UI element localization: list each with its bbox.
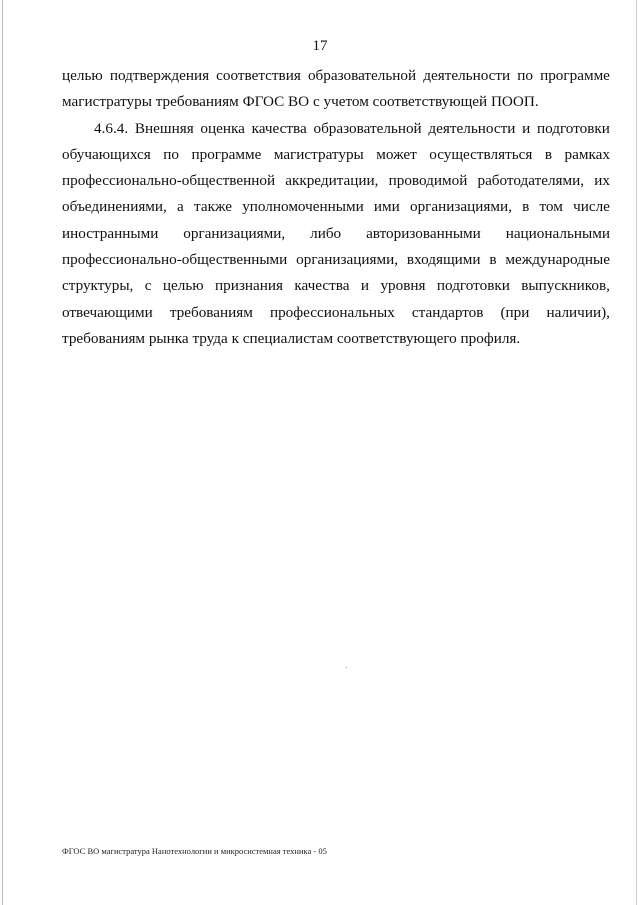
word: Внешняя	[134, 119, 194, 137]
word: профессионально-общественной	[62, 172, 276, 190]
text-line	[62, 63, 610, 89]
word: стандартов	[411, 303, 484, 321]
word: а	[177, 198, 184, 216]
word: авторизованными	[366, 224, 481, 242]
word: образовательной	[307, 67, 417, 84]
word: наличии),	[546, 303, 610, 321]
text-line	[62, 300, 610, 326]
word: отвечающими	[62, 303, 153, 321]
word: деятельности	[428, 119, 516, 137]
word: рамках	[564, 145, 610, 163]
word: иностранными	[62, 224, 159, 242]
word: числе	[573, 198, 610, 216]
word: программе	[540, 67, 610, 84]
text-line	[62, 194, 610, 220]
word: целью	[62, 67, 103, 84]
word: соответствия	[216, 67, 301, 84]
word: том	[539, 198, 563, 216]
word: либо	[310, 224, 342, 242]
page-number: 17	[312, 38, 328, 54]
paragraph	[62, 63, 610, 116]
text-line	[62, 168, 610, 194]
document-body	[62, 63, 610, 352]
word: аккредитации,	[285, 172, 379, 190]
word: структуры,	[62, 277, 134, 295]
word: требованиям	[169, 303, 253, 321]
word: в	[544, 145, 553, 163]
word: ими	[373, 198, 400, 216]
text-line	[62, 247, 610, 273]
word: и	[522, 119, 531, 137]
text-line	[62, 142, 610, 168]
word: проводимой	[388, 172, 468, 190]
word: их	[594, 172, 610, 190]
word: уполномоченными	[242, 198, 364, 216]
scan-speck	[346, 667, 347, 668]
word: 4.6.4.	[94, 119, 129, 137]
word: организациями,	[296, 251, 399, 269]
word: программе	[191, 145, 262, 163]
word: деятельности	[423, 67, 511, 84]
text-line: требованиям рынка труда к специалистам соответствующего профиля.	[62, 329, 521, 347]
word: национальными	[505, 224, 610, 242]
word: подготовки	[436, 277, 510, 295]
word: по	[517, 67, 533, 84]
word: в	[489, 251, 497, 269]
word: признания	[215, 277, 283, 295]
word: обучающихся	[62, 145, 151, 163]
word: целью	[162, 277, 204, 295]
word: работодателями,	[477, 172, 585, 190]
word: и	[360, 277, 370, 295]
word: выпускников,	[521, 277, 610, 295]
word: профессионально-общественными	[62, 251, 288, 269]
word: образовательной	[313, 119, 422, 137]
word: (при	[500, 303, 530, 321]
word: организациями,	[409, 198, 512, 216]
word: с	[144, 277, 152, 295]
word: входящими	[406, 251, 481, 269]
text-line	[62, 273, 610, 299]
word: качества	[251, 119, 307, 137]
scan-edge-left	[2, 0, 3, 905]
word: оценка	[200, 119, 245, 137]
word: может	[376, 145, 417, 163]
word: магистратуры	[273, 145, 364, 163]
word: в	[522, 198, 530, 216]
scan-edge-right	[636, 0, 637, 905]
text-line	[62, 116, 610, 142]
word: по	[163, 145, 179, 163]
word: подготовки	[536, 119, 610, 137]
word: подтверждения	[109, 67, 210, 84]
document-footer: ФГОС ВО магистратура Нанотехнологии и микросистемная техника - 05	[62, 846, 327, 856]
word: уровня	[380, 277, 426, 295]
word: качества	[294, 277, 350, 295]
text-line	[62, 221, 610, 247]
word: профессиональных	[269, 303, 395, 321]
word: организациями,	[183, 224, 286, 242]
word: объединениями,	[62, 198, 167, 216]
paragraph	[62, 116, 610, 353]
text-line: магистратуры требованиям ФГОС ВО с учетом соответствующей ПООП.	[62, 93, 539, 111]
word: также	[194, 198, 232, 216]
word: международные	[505, 251, 610, 269]
word: осуществляться	[429, 145, 533, 163]
